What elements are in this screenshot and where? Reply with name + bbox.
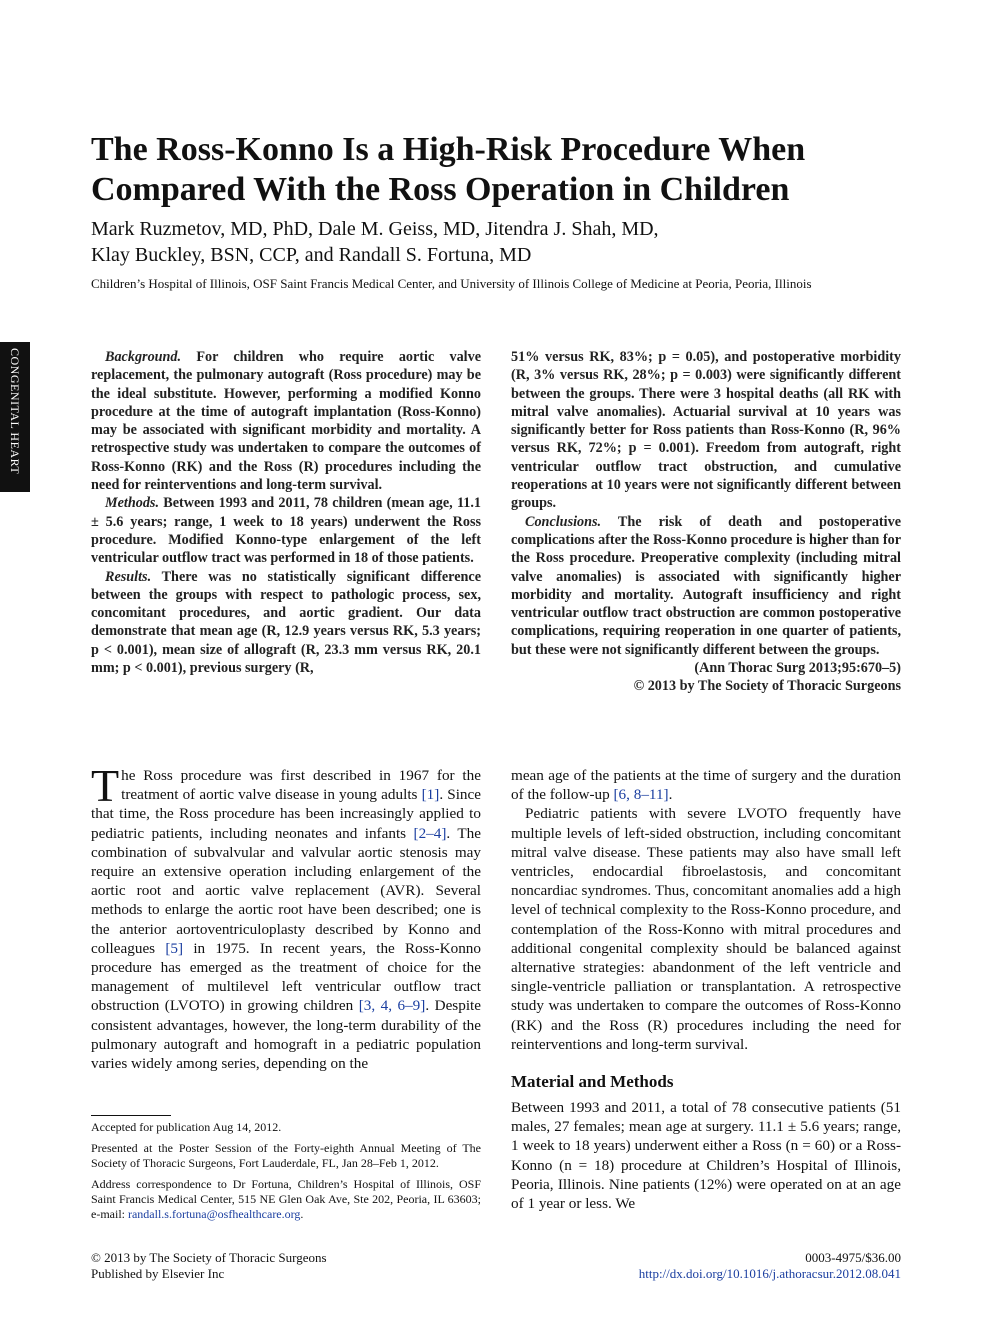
footer-copyright: © 2013 by The Society of Thoracic Surgeons: [91, 1250, 327, 1265]
reference-link[interactable]: [2–4]: [413, 824, 447, 842]
methods-paragraph: Between 1993 and 2011, a total of 78 consecutive patients (51 males, 27 females; mean age at surgery. 11.1 ± 5.6 years; range, 1 week to 18 years) underwent either a Ross (n = 60) or a Ross-Konno (n = 18) procedure at Children’s Hospital of Illinois, Peoria, Illinois. Nine patients (12%) were operated on at an age of 1 year or less. We: [511, 1099, 901, 1213]
reference-link[interactable]: [5]: [165, 939, 184, 957]
author-line-2: Klay Buckley, BSN, CCP, and Randall S. Fortuna, MD: [91, 244, 532, 266]
footnotes: [91, 1120, 481, 1228]
author-line-1: Mark Ruzmetov, MD, PhD, Dale M. Geiss, MD, Jitendra J. Shah, MD,: [91, 218, 659, 240]
footnote-address: Address correspondence to Dr Fortuna, Children’s Hospital of Illinois, OSF Saint Francis Medical Center, 515 NE Glen Oak Ave, Ste 202, Peoria, IL 63603; e-mail: randall.s.fortuna@osfhealthcare.org.: [91, 1177, 481, 1221]
author-list: [91, 216, 891, 268]
doi-link[interactable]: http://dx.doi.org/10.1016/j.athoracsur.2012.08.041: [638, 1266, 901, 1281]
footer-left: [91, 1250, 327, 1282]
footer-right: [560, 1250, 901, 1282]
reference-link[interactable]: [3, 4, 6–9]: [358, 997, 426, 1015]
background-label: Background.: [105, 349, 182, 365]
footnote-accepted: Accepted for publication Aug 14, 2012.: [91, 1120, 282, 1134]
section-side-tab: [0, 342, 30, 492]
body-left-column: [91, 760, 481, 1073]
article-title: The Ross-Konno Is a High-Risk Procedure When Compared With the Ross Operation in Children: [91, 131, 806, 208]
footer-publisher: Published by Elsevier Inc: [91, 1266, 225, 1281]
conclusions-text: The risk of death and postoperative complications after the Ross-Konno procedure is higher than for the Ross procedure. Preoperative complexity (including mitral valve anomalies) is associated with significantly higher morbidity and mortality. Autograft insufficiency and right ventricular outflow tract obstruction are common postoperative complications, requiring reoperation in one quarter of patients, but these were not significantly different between the groups.: [511, 513, 901, 658]
background-text: For children who require aortic valve replacement, the pulmonary autograft (Ross procedure) may be the ideal substitute. However, performing a modified Konno procedure at the time of autograft implantation (Ross-Konno) may be associated with significant morbidity and mortality. A retrospective study was undertaken to compare the outcomes of Ross-Konno (RK) and the Ross (R) procedures including the need for reinterventions and long-term survival.: [91, 349, 482, 494]
body-right-column: [511, 766, 901, 1213]
drop-cap: T: [91, 760, 120, 811]
abstract-background: [91, 348, 481, 494]
abstract-left-column: [91, 348, 481, 677]
results-text: There was no statistically significant difference between the groups with respect to pathologic process, sex, concomitant procedures, and aortic gradient. Our data demonstrate that mean age (R, 12.9 years versus RK, 5.3 years; p < 0.001), mean size of allograft (R, 23.3 mm versus RK, 20.1 mm; p < 0.001), previous surgery (R,: [91, 568, 482, 677]
affiliation: Children’s Hospital of Illinois, OSF Saint Francis Medical Center, and University of Illinois College of Medicine at Peoria, Peoria, Illinois: [91, 276, 812, 291]
reference-link[interactable]: [1]: [421, 786, 440, 804]
intro-paragraph-continued: mean age of the patients at the time of surgery and the duration of the follow-up [6, 8–11].: [511, 767, 901, 804]
reference-link[interactable]: [6, 8–11]: [613, 786, 669, 804]
section-heading: Material and Methods: [511, 1072, 674, 1092]
methods-label: Methods.: [105, 495, 159, 512]
footnote-presented: Presented at the Poster Session of the Forty-eighth Annual Meeting of The Society of Thoracic Surgeons, Fort Lauderdale, FL, Jan 28–Feb 1, 2012.: [91, 1141, 481, 1170]
body-paragraph: Pediatric patients with severe LVOTO frequently have multiple levels of left-sided obstruction, including concomitant mitral valve disease. These patients may also have small left ventricles, endocardial fibroelastosis, and concomitant noncardiac syndromes. Thus, concomitant anomalies add a high level of technical complexity to the Ross-Konno procedure, and contemplation of the Ross-Konno with mitral procedures and additional congenital complexity should be balanced against alternative strategies: abandonment of the left ventricle and single-ventricle palliation or transplantation. A retrospective study was undertaken to compare the outcomes of Ross-Konno (RK) and the Ross (R) procedures including the need for reinterventions and long-term survival.: [511, 805, 901, 1053]
abstract-conclusions: [511, 513, 901, 659]
side-tab-label: CONGENITAL HEART: [8, 348, 22, 475]
footnote-divider: [91, 1115, 171, 1116]
journal-citation: (Ann Thorac Surg 2013;95:670–5): [694, 660, 901, 677]
methods-text: Between 1993 and 2011, 78 children (mean age, 11.1 ± 5.6 years; range, 1 week to 18 years) underwent the Ross procedure. Modified Konno-type enlargement of the left ventricular outflow tract was performed in 18 of those patients.: [91, 495, 481, 567]
abstract-methods: [91, 494, 481, 567]
conclusions-label: Conclusions.: [525, 513, 602, 530]
email-link[interactable]: randall.s.fortuna@osfhealthcare.org: [127, 1207, 301, 1221]
abstract-right-column: [511, 348, 901, 696]
results-label: Results.: [105, 568, 152, 585]
footer-issn: 0003-4975/$36.00: [805, 1250, 901, 1265]
abstract-results-continued: 51% versus RK, 83%; p = 0.05), and postoperative morbidity (R, 3% versus RK, 28%; p = 0.003) were significantly different between the groups. There were 3 hospital deaths (all RK with mitral valve anomalies). Actuarial survival at 10 years was significantly better for Ross patients than Ross-Konno (R, 96% versus RK, 72%; p = 0.001). Freedom from autograft, right ventricular outflow tract obstruction, and cumulative reoperations at 10 years were not significantly different between groups.: [511, 349, 901, 512]
abstract-copyright: © 2013 by The Society of Thoracic Surgeons: [633, 678, 901, 695]
intro-paragraph: The Ross procedure was first described in 1967 for the treatment of aortic valve disease in young adults [1]. Since that time, the Ross procedure has been increasingly applied to pediatric patients, including neonates and infants [2–4]. The combination of subvalvular and valvular aortic stenosis may require an extensive operation including enlargement of the aortic root and aortic valve replacement (AVR). Several methods to enlarge the aortic root have been described; one is the anterior aortoventriculoplasty described by Konno and colleagues [5] in 1975. In recent years, the Ross-Konno procedure has emerged as the treatment of choice for the management of multilevel left ventricular outflow tract obstruction (LVOTO) in growing children [3, 4, 6–9]. Despite consistent advantages, however, the long-term durability of the pulmonary autograft and homograft in a pediatric population varies widely among series, depending on the: [91, 760, 481, 1073]
abstract-results: [91, 568, 481, 678]
